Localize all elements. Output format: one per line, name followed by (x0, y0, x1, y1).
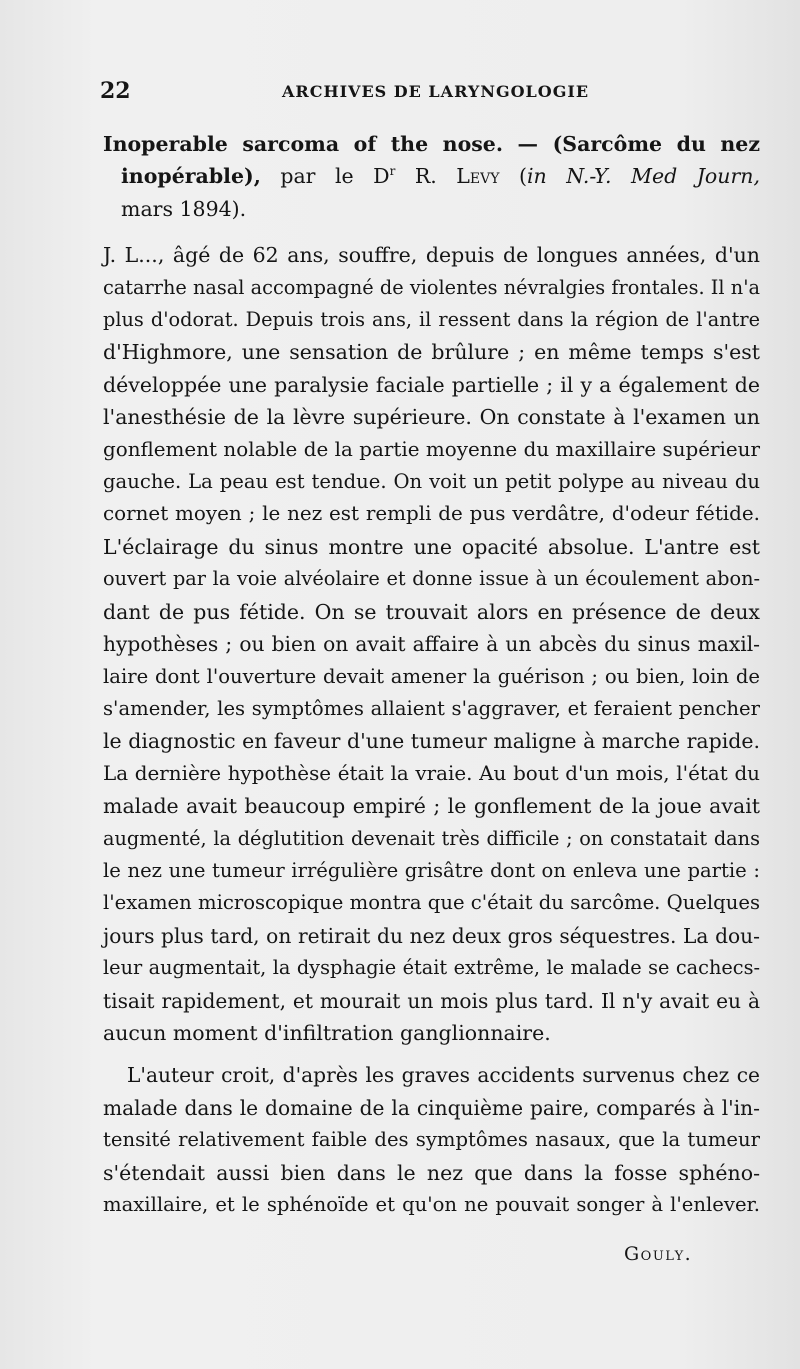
source-in: in (526, 164, 547, 189)
source-journal: N.-Y. Med Journ, (546, 164, 760, 189)
article-title-block (103, 128, 760, 225)
paragraph-2-line: s'étendait aussi bien dans le nez que dans la fosse sphéno- (103, 1160, 760, 1185)
paragraph-gap (103, 1049, 760, 1059)
page-number: 22 (100, 78, 131, 104)
paragraph-2 (103, 1059, 760, 1221)
paragraph-1-line: gauche. La peau est tendue. On voit un petit polype au niveau du (103, 470, 760, 494)
doctor-superscript: r (389, 164, 396, 179)
paragraph-1-line: tisait rapidement, et mourait un mois plus tard. Il n'y avait eu à (103, 988, 760, 1013)
paragraph-1-line: augmenté, la déglutition devenait très difficile ; on constatait dans (103, 826, 760, 850)
paragraph-1-line: le diagnostic en faveur d'une tumeur maligne à marche rapide. (103, 729, 761, 754)
paragraph-1-line: hypothèses ; ou bien on avait affaire à un abcès du sinus maxil- (103, 632, 760, 657)
running-head: ARCHIVES DE LARYNGOLOGIE (282, 82, 590, 101)
author-signature: Gouly. (624, 1243, 693, 1265)
paragraph-1-line: La dernière hypothèse était la vraie. Au bout d'un mois, l'état du (103, 761, 760, 785)
paragraph-1-line: ouvert par la voie alvéolaire et donne issue à un écoulement abon- (103, 567, 760, 591)
paragraph-1-line: l'anesthésie de la lèvre supérieure. On constate à l'examen un (103, 405, 760, 430)
source-open: ( (499, 164, 527, 189)
title-english: Inoperable sarcoma of the nose. (103, 132, 503, 156)
paragraph-1-line: L'éclairage du sinus montre une opacité absolue. L'antre est (103, 534, 760, 559)
paragraph-1-line: leur augmentait, la dysphagie était extrême, le malade se cachecs- (103, 956, 760, 980)
paragraph-2-line: malade dans le domaine de la cinquième paire, comparés à l'in- (103, 1095, 760, 1120)
page-header (100, 78, 760, 108)
paragraph-2-line: maxillaire, et le sphénoïde et qu'on ne pouvait songer à l'enlever. (103, 1193, 760, 1216)
title-line-3 (103, 193, 760, 225)
title-dash: — (502, 132, 553, 156)
source-date: mars 1894). (121, 196, 247, 221)
paragraph-1-line: développée une paralysie faciale partielle ; il y a également de (103, 372, 760, 397)
paragraph-1-line: catarrhe nasal accompagné de violentes névralgies frontales. Il n'a (103, 275, 760, 299)
paragraph-1-line: laire dont l'ouverture devait amener la guérison ; ou bien, loin de (103, 664, 760, 688)
paragraph-1-line: malade avait beaucoup empiré ; le gonflement de la joue avait (103, 794, 760, 819)
paragraph-1-line: d'Highmore, une sensation de brûlure ; en même temps s'est (103, 340, 760, 365)
paragraph-2-line: tensité relativement faible des symptômes nasaux, que la tumeur (103, 1128, 760, 1152)
author-initial: R. (395, 164, 457, 189)
title-french-part-1: (Sarcôme du nez (552, 132, 760, 156)
paragraph-1-line: l'examen microscopique montra que c'était du sarcôme. Quelques (103, 891, 760, 915)
paragraph-1-line: plus d'odorat. Depuis trois ans, il ressent dans la région de l'antre (103, 308, 760, 332)
paragraph-1-line: gonflement nolable de la partie moyenne du maxillaire supérieur (103, 437, 760, 461)
paragraph-1-line: le nez une tumeur irrégulière grisâtre dont on enleva une partie : (103, 858, 760, 882)
paragraph-1-line: s'amender, les symptômes allaient s'aggraver, et feraient pencher (103, 696, 760, 720)
paragraph-2-line: L'auteur croit, d'après les graves accidents survenus chez ce (127, 1063, 760, 1088)
title-line-2 (103, 160, 760, 192)
title-french-part-2: inopérable), (121, 164, 261, 189)
paragraph-1-line: J. L..., âgé de 62 ans, souffre, depuis de longues années, d'un (103, 243, 760, 268)
paragraph-1-line: aucun moment d'infiltration ganglionnaire. (103, 1020, 551, 1045)
article-body (103, 128, 760, 1221)
paragraph-1-line: jours plus tard, on retirait du nez deux gros séquestres. La dou- (103, 923, 760, 948)
title-line-1 (103, 128, 760, 160)
author-name: Levy (456, 164, 500, 189)
paragraph-1 (103, 239, 760, 1049)
by-text: par le D (260, 164, 390, 189)
paragraph-1-line: dant de pus fétide. On se trouvait alors en présence de deux (103, 599, 760, 624)
paragraph-1-line: cornet moyen ; le nez est rempli de pus verdâtre, d'odeur fétide. (103, 502, 760, 526)
